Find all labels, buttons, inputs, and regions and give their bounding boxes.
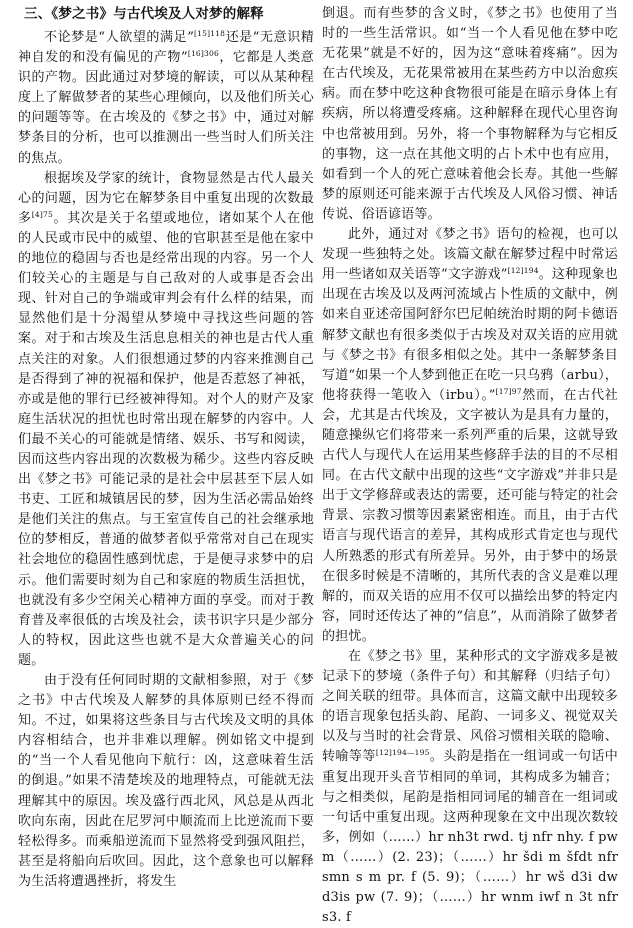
paragraph-text: ，它都是人类意识的产物。因此通过对梦境的解读，可以从某种程度上了解做梦者的某些心理倾向，以及他们所关心的问题等等。在古埃及的《梦之书》中，通过对解梦条目的分析，也可以推测出一些当时人们所关注的焦点。	[18, 50, 314, 166]
body-paragraph	[18, 28, 314, 169]
paragraph-text: 由于没有任何同时期的文献相参照，对于《梦之书》中古代埃及人解梦的具体原则已经不得而知。不过，如果将这些条目与古代埃及文明的具体内容相结合，也并非难以理解。例如铭文中提到的“当一个人看见他向下航行：凶，这意味着生活的倒退。”如果不清楚埃及的地理特点，可能就无法理解其中的原因。埃及盛行西北风，风总是从西北吹向东南，因此在尼罗河中顺流而上比逆流而下要轻松得多。而乘船逆流而下显然将受到强风阻拦，甚至是将船向后吹回。因此，这个意象也可以解释为生活将遭遇挫折，将发生	[18, 673, 314, 889]
body-paragraph	[18, 169, 314, 671]
citation-superscript: [12]194	[507, 266, 539, 276]
body-paragraph	[18, 671, 314, 892]
paragraph-text: 然而，在古代社会，尤其是古代埃及，文字被认为是具有力量的，随意操纵它们将带来一系列严重的后果，这就导致古代人与现代人在运用某些修辞手法的目的不尽相同。在古代文献中出现的这些“文字游戏”并非只是出于文学修辞或表达的需要，还可能与特定的社会背景、宗教习惯等因素紧密相连。而且，由于古代语言与现代语言的差异，其构成形式肯定也与现代人所熟悉的形式有所差异。另外，由于梦中的场景在很多时候是不清晰的，其所代表的含义是难以理解的，而双关语的应用不仅可以描绘出梦的特定内容，同时还传达了神的“信息”，从而消除了做梦者的担忧。	[322, 387, 618, 644]
left-column	[18, 4, 314, 892]
body-paragraph	[322, 225, 618, 647]
body-paragraph	[322, 647, 618, 928]
paragraph-text: 还是“无意识精神自发的和没有偏见的产物”	[18, 30, 314, 66]
paragraph-text: 在《梦之书》里，某种形式的文字游戏多是被记录下的梦境（条件子句）和其解释（归结子句）之间关联的纽带。具体而言，这篇文献中出现较多的语言现象包括头韵、尾韵、一词多义、视觉双关以及与当时的社会背景、风俗习惯相关联的隐喻、转喻等等	[322, 649, 618, 765]
citation-superscript: [15]118	[194, 29, 226, 38]
body-paragraph	[322, 4, 618, 225]
paragraph-text: 。头韵是指在一组词或一句话中重复出现开头音节相同的单词，其构成多为辅音；与之相类似，尾韵是指相同词尾的辅音在一组词或一句话中重复出现。这两种现象在文中出现次数较多，例如（……）hr nh3t rwd. tj nfr nhy. f pw m（……）(2. 23)；（……）hr šdi m šfdt nfr smn s m pr. f (5. 9)；（……）hr wš d3i dw d3is pw (7. 9)；（……）hr wnm iwf n 3t nfr s3. f	[322, 749, 618, 926]
citation-superscript: [12]194—195	[375, 748, 430, 758]
citation-superscript: [16]306	[187, 49, 219, 59]
paragraph-text: 此外，通过对《梦之书》语句的检视，也可以发现一些独特之处。该篇文献在解梦过程中时常运用一些诸如双关语等“文字游戏”	[322, 227, 618, 283]
section-heading: 三、《梦之书》与古代埃及人对梦的解释	[24, 6, 264, 22]
paragraph-text: 根据埃及学家的统计，食物显然是古代人最关心的问题，因为它在解梦条目中重复出现的次数最多	[18, 170, 314, 226]
right-column	[322, 4, 618, 928]
paragraph-text: 。这种现象也出现在古埃及以及两河流域占卜性质的文献中，例如来自亚述帝国阿舒尔巴尼帕统治时期的阿卡德语解梦文献也有很多类似于古埃及对双关语的应用就与《梦之书》有很多相似之处。其中一条解梦条目写道“如果一个人梦到他正在吃一只乌鸦（arbu），他将获得一笔收入（irbu）。”	[322, 267, 619, 403]
citation-superscript: [17]97	[495, 386, 522, 396]
paragraph-text: 不论梦是“人欲望的满足”	[44, 30, 195, 45]
paragraph-text: 倒退。而有些梦的含义时，《梦之书》也使用了当时的一些生活常识。如“当一个人看见他在梦中吃无花果”就是不好的，因为这“意味着疼痛”。因为在古代埃及，无花果常被用在某些药方中以治愈疾病。而在梦中吃这种食物很可能是在暗示身体上有疾病，所以将遭受疼痛。这种解释在现代心里咨询中也常被用到。另外，将一个事物解释为与它相反的事物，这一点在其他文明的占卜术中也有应用，如看到一个人的死亡意味着他会长寿。其他一些解梦的原则还可能来源于古代埃及人风俗习惯、神话传说、俗语谚语等。	[322, 6, 618, 222]
paragraph-text: 。其次是关于名望或地位，诸如某个人在他的人民或市民中的威望、他的官职甚至是他在家中的地位的稳固与否也是经常出现的内容。另一个人们较关心的主题是与自己敌对的人或事是否会出现、针对自己的争端或审判会有什么样的结果，而显然他们是十分渴望从梦境中寻找这些问题的答案。对于和古埃及生活息息相关的神也是古代人重点关注的对象。人们很想通过梦的内容来推测自己是否得到了神的祝福和保护，他是否惹怒了神祇，亦或是他的罪行已经被神得知。对个人的财产及家庭生活状况的担忧也时常出现在解梦的内容中。人们最不关心的可能就是情绪、娱乐、书写和阅读，因而这些内容出现的次数极为稀少。这些内容反映出《梦之书》可能记录的是社会中层甚至下层人如书吏、工匠和城镇居民的梦，因为生活必需品始终是他们关注的焦点。与王室宣传自己的社会继承地位的梦相反，普通的做梦者似乎常常对自己在现实社会地位的稳固性感到忧虑，于是便寻求梦中的启示。他们需要时刻为自己和家庭的物质生活担忧，也就没有多少空闲关心精神方面的享受。而对于教育普及率很低的古埃及社会，读书识字只是少部分人的特权，因此这些也就不是大众普遍关心的问题。	[18, 210, 314, 668]
citation-superscript: [4]75	[31, 209, 53, 219]
